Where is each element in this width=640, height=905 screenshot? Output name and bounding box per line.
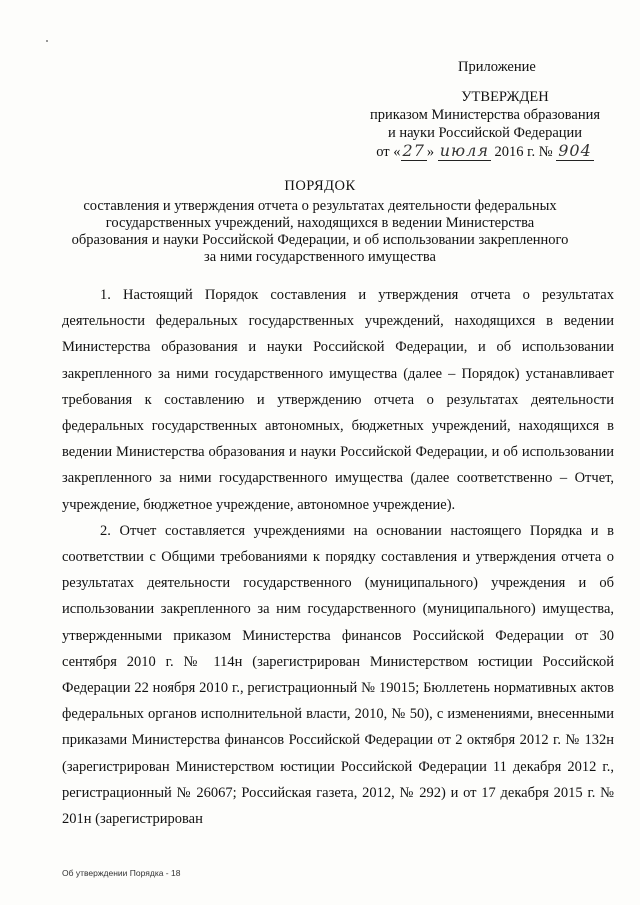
document-title: ПОРЯДОК [284,178,356,194]
handwritten-month: июля [439,141,489,160]
footer-note: Об утверждении Порядка - 18 [62,868,181,878]
paragraph-1: 1. Настоящий Порядок составления и утверждения отчета о результатах деятельности федеральных государственных учреждений, находящихся в ведении Министерства образования и науки Российской Федерации, и об использовании закрепленного за ними государственного имущества (далее – Порядок) устанавливает требования к составлению и утверждению отчета о результатах деятельности федеральных государственных автономных, бюджетных учреждений, находящихся в ведении Министерства образования и науки Российской Федерации, и об использовании закрепленного за ними государственного имущества (далее соответственно – Отчет, учреждение, бюджетное учреждение, автономное учреждение). [62,287,614,513]
approval-block [340,58,630,161]
paragraph-2: 2. Отчет составляется учреждениями на основании настоящего Порядка и в соответствии с Общими требованиями к порядку составления и утверждения отчета о результатах деятельности государственного (муниципального) учреждения и об использовании закрепленного за ним государственного (муниципального) имущества, утвержденными приказом Министерства финансов Российской Федерации от 30 сентября 2010 г. № 114н (зарегистрирован Министерством юстиции Российской Федерации 22 ноября 2010 г., регистрационный № 19015; Бюллетень нормативных актов федеральных органов исполнительной власти, 2010, № 50), с изменениями, внесенными приказами Министерства финансов Российской Федерации от 2 октября 2012 г. № 132н (зарегистрирован Министерством юстиции Российской Федерации 11 декабря 2012 г., регистрационный № 26067; Российская газета, 2012, № 292) и от 17 декабря 2015 г. № 201н (зарегистрирован [62,522,614,828]
approval-line-1: приказом Министерства образования [369,107,601,123]
appendix-label: Приложение [458,59,536,75]
date-mid: » [426,144,435,160]
handwritten-day: 27 [402,141,425,160]
document-subtitle: составления и утверждения отчета о результатах деятельности федеральных государственных учреждений, находящихся в ведении Министерства образования и науки Российской Федерации, и об использовании закрепленного за ними государственного имущества [71,198,569,265]
approval-date-line [340,142,630,161]
document-title-block [70,178,570,266]
date-prefix: от « [376,144,401,160]
scan-speck [46,40,48,42]
document-body [62,282,614,832]
date-year: 2016 г. № [494,144,553,160]
handwritten-order-number: 904 [558,141,592,160]
approval-line-2: и науки Российской Федерации [387,125,583,141]
approved-label: УТВЕРЖДЕН [461,89,549,105]
